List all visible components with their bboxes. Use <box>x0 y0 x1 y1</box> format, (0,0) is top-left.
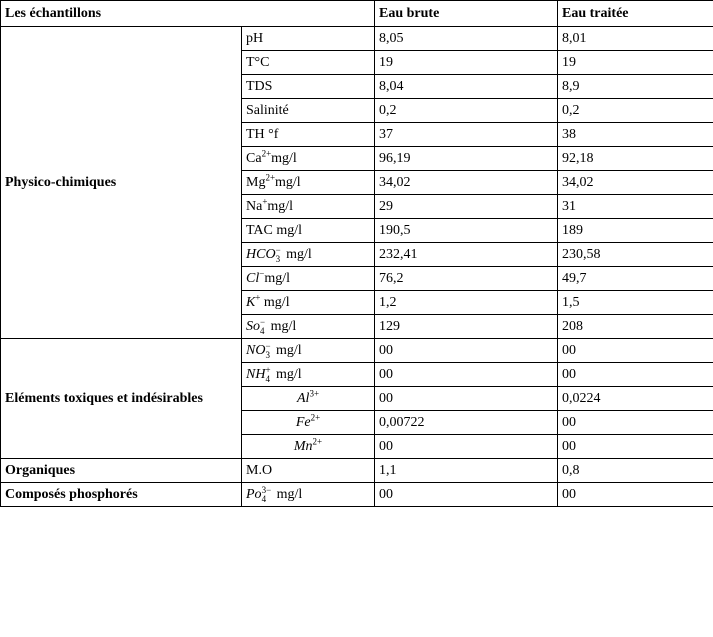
treated-value: 0,0224 <box>558 387 713 411</box>
param-charge: 2+ <box>310 411 321 422</box>
param-unit: mg/l <box>267 318 297 334</box>
param-cell <box>242 267 375 291</box>
param-unit: mg/l <box>272 342 302 358</box>
param-charge: + <box>255 291 261 302</box>
raw-value: 34,02 <box>375 171 558 195</box>
param-charge: + <box>265 364 271 375</box>
param-charge: − <box>260 316 266 327</box>
param-unit: mg/l <box>275 174 301 190</box>
treated-value: 92,18 <box>558 147 713 171</box>
raw-value: 190,5 <box>375 219 558 243</box>
param-charge: 2+ <box>265 171 276 182</box>
param-cell <box>242 411 375 435</box>
param-cell: M.O <box>242 459 375 483</box>
param-charge: 2+ <box>261 147 272 158</box>
raw-value: 232,41 <box>375 243 558 267</box>
param-unit: mg/l <box>264 270 290 286</box>
param-unit: mg/l <box>260 294 290 310</box>
param-cell: TAC mg/l <box>242 219 375 243</box>
raw-value: 0,00722 <box>375 411 558 435</box>
raw-value: 96,19 <box>375 147 558 171</box>
header-treated-water: Eau traitée <box>558 1 713 27</box>
param-charge: 2+ <box>312 435 323 446</box>
param-cell <box>242 363 375 387</box>
param-subscript: 4 <box>261 493 267 504</box>
param-base: Mn <box>293 438 313 454</box>
raw-value: 29 <box>375 195 558 219</box>
param-cell: T°C <box>242 51 375 75</box>
treated-value: 19 <box>558 51 713 75</box>
treated-value: 8,01 <box>558 27 713 51</box>
treated-value: 00 <box>558 411 713 435</box>
param-cell <box>242 291 375 315</box>
raw-value: 8,05 <box>375 27 558 51</box>
param-base: NO <box>246 342 266 358</box>
treated-value: 38 <box>558 123 713 147</box>
param-cell <box>242 171 375 195</box>
category-phosphorus: Composés phosphorés <box>1 483 242 507</box>
treated-value: 1,5 <box>558 291 713 315</box>
param-base: HCO <box>246 246 276 262</box>
treated-value: 0,8 <box>558 459 713 483</box>
param-base: So <box>246 318 260 334</box>
param-charge: − <box>259 267 265 278</box>
param-subscript: 4 <box>265 373 270 384</box>
table-row <box>1 459 713 483</box>
param-subscript: 4 <box>260 325 265 336</box>
param-charge: 3− <box>261 484 272 495</box>
param-unit: mg/l <box>267 198 294 214</box>
param-unit: mg/l <box>282 246 312 262</box>
param-cell: TDS <box>242 75 375 99</box>
param-cell: pH <box>242 27 375 51</box>
param-base: Mg <box>246 174 266 190</box>
header-raw-water: Eau brute <box>375 1 558 27</box>
header-samples: Les échantillons <box>1 1 375 27</box>
table-row <box>1 483 713 507</box>
treated-value: 49,7 <box>558 267 713 291</box>
raw-value: 76,2 <box>375 267 558 291</box>
param-cell <box>242 435 375 459</box>
param-base: NH <box>246 366 266 382</box>
param-cell <box>242 315 375 339</box>
treated-value: 230,58 <box>558 243 713 267</box>
param-cell: Salinité <box>242 99 375 123</box>
param-cell <box>242 387 375 411</box>
param-cell: TH °f <box>242 123 375 147</box>
param-unit: mg/l <box>273 486 303 502</box>
raw-value: 1,2 <box>375 291 558 315</box>
raw-value: 1,1 <box>375 459 558 483</box>
treated-value: 31 <box>558 195 713 219</box>
param-cell <box>242 147 375 171</box>
param-unit: mg/l <box>272 366 302 382</box>
raw-value: 19 <box>375 51 558 75</box>
param-charge: − <box>275 244 281 255</box>
table-row <box>1 27 713 51</box>
table-row <box>1 339 713 363</box>
raw-value: 8,04 <box>375 75 558 99</box>
raw-value: 00 <box>375 339 558 363</box>
treated-value: 8,9 <box>558 75 713 99</box>
param-cell <box>242 243 375 267</box>
raw-value: 00 <box>375 387 558 411</box>
param-subscript: 3 <box>275 253 281 264</box>
treated-value: 34,02 <box>558 171 713 195</box>
param-unit: mg/l <box>271 150 297 166</box>
raw-value: 00 <box>375 483 558 507</box>
param-cell <box>242 339 375 363</box>
param-charge: + <box>262 195 268 206</box>
raw-value: 00 <box>375 363 558 387</box>
param-base: Fe <box>295 414 311 430</box>
treated-value: 208 <box>558 315 713 339</box>
treated-value: 0,2 <box>558 99 713 123</box>
raw-value: 37 <box>375 123 558 147</box>
param-base: Al <box>296 390 310 406</box>
param-base: K <box>246 294 256 310</box>
param-charge: 3+ <box>309 387 320 398</box>
raw-value: 0,2 <box>375 99 558 123</box>
treated-value: 189 <box>558 219 713 243</box>
param-cell <box>242 195 375 219</box>
treated-value: 00 <box>558 435 713 459</box>
param-base: Na <box>246 198 263 214</box>
param-base: Cl <box>246 270 260 286</box>
raw-value: 00 <box>375 435 558 459</box>
category-organic: Organiques <box>1 459 242 483</box>
category-toxic-elements: Eléments toxiques et indésirables <box>1 339 242 459</box>
param-base: Po <box>246 486 262 502</box>
treated-value: 00 <box>558 363 713 387</box>
param-cell <box>242 483 375 507</box>
table-header-row <box>1 1 713 27</box>
raw-value: 129 <box>375 315 558 339</box>
treated-value: 00 <box>558 483 713 507</box>
param-base: Ca <box>246 150 262 166</box>
category-physico-chemical: Physico-chimiques <box>1 27 242 339</box>
treated-value: 00 <box>558 339 713 363</box>
param-charge: − <box>265 340 271 351</box>
param-subscript: 3 <box>265 349 270 360</box>
